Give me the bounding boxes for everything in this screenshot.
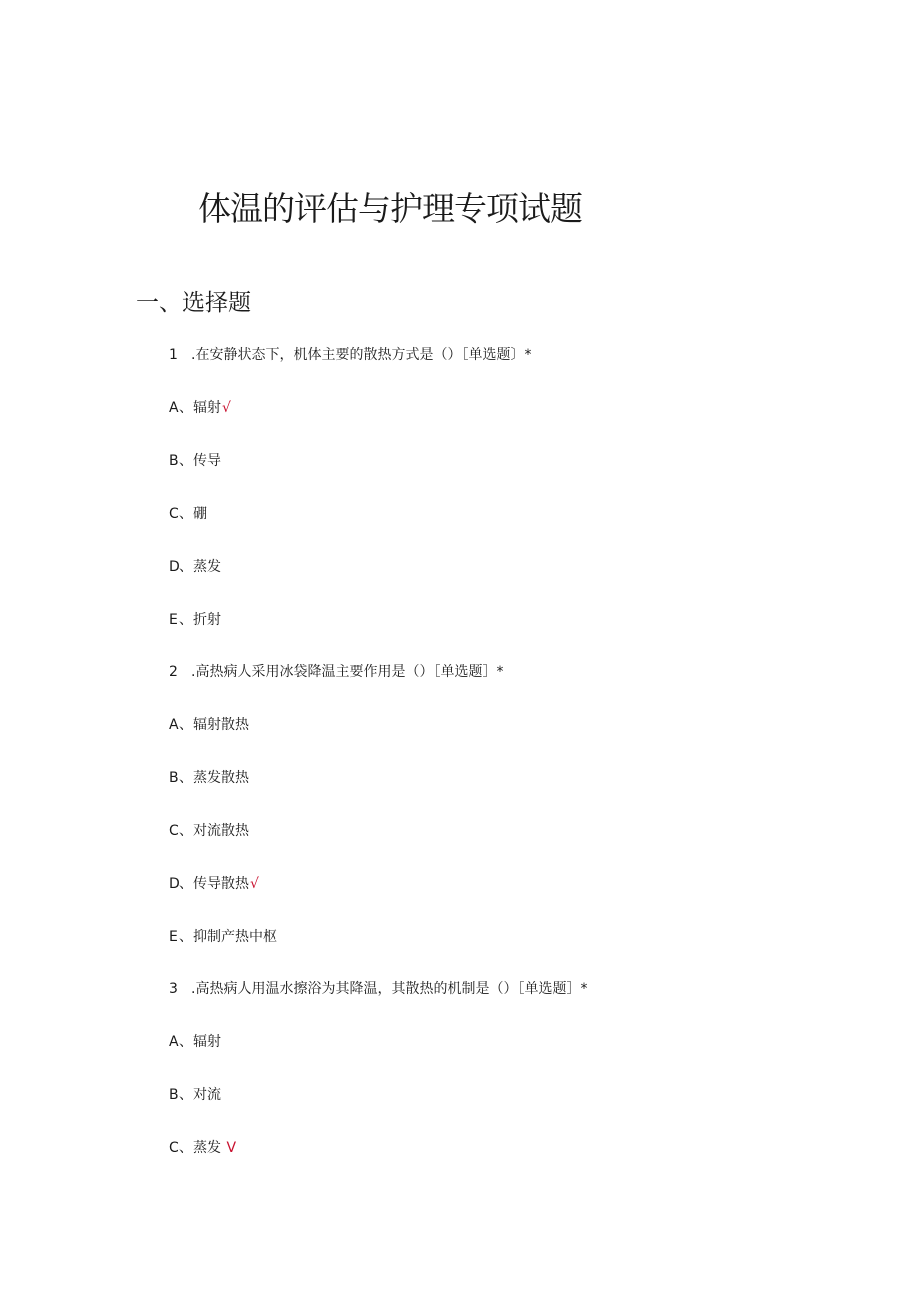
option-2d[interactable] [169,874,259,894]
question-3 [169,979,587,999]
option-separator: 、 [179,1087,193,1103]
option-separator: 、 [179,559,193,575]
option-separator: 、 [179,823,193,839]
option-3b[interactable] [169,1085,222,1105]
option-separator: 、 [179,453,193,469]
option-text: 传导 [193,453,221,469]
question-2 [169,662,503,682]
option-letter: C [169,1140,179,1156]
option-letter: D [169,876,180,892]
question-number: 1 [169,347,178,363]
option-1b[interactable] [169,451,222,471]
option-text: 辐射散热 [193,717,249,733]
option-letter: C [169,506,179,522]
option-text: 硼 [193,506,207,522]
option-2a[interactable] [169,715,250,735]
page-title: 体温的评估与护理专项试题 [198,189,582,229]
option-separator: 、 [179,1034,193,1050]
question-text: .在安静状态下，机体主要的散热方式是（）［单选题〕* [191,347,532,363]
option-1a[interactable] [169,398,231,418]
option-letter: E [169,929,178,945]
option-letter: A [169,717,179,733]
option-letter: B [169,1087,179,1103]
option-1e[interactable] [169,610,222,630]
option-text: 蒸发 [193,1140,221,1156]
option-letter: C [169,823,179,839]
option-text: 辐射 [193,400,221,416]
question-number: 2 [169,664,178,680]
option-1c[interactable] [169,504,208,524]
option-2c[interactable] [169,821,250,841]
option-text: 蒸发 [193,559,221,575]
option-text: 辐射 [193,1034,221,1050]
section-heading: 一、选择题 [136,290,251,317]
question-text: .高热病人用温水擦浴为其降温，其散热的机制是（）［单选题］* [191,981,588,997]
option-separator: 、 [179,612,193,628]
option-letter: D [169,559,180,575]
option-separator: 、 [179,876,193,892]
option-separator: 、 [179,770,193,786]
option-separator: 、 [179,929,193,945]
option-2b[interactable] [169,768,250,788]
correct-answer-mark: √ [250,876,259,892]
option-letter: B [169,770,179,786]
option-letter: E [169,612,178,628]
option-3c[interactable] [169,1138,236,1158]
option-2e[interactable] [169,927,278,947]
option-separator: 、 [179,1140,193,1156]
question-number: 3 [169,981,178,997]
option-separator: 、 [179,400,193,416]
option-3a[interactable] [169,1032,222,1052]
option-text: 抑制产热中枢 [193,929,277,945]
option-separator: 、 [179,717,193,733]
question-text: .高热病人采用冰袋降温主要作用是（）［单选题］* [191,664,504,680]
correct-answer-mark: V [222,1140,237,1156]
option-letter: A [169,1034,179,1050]
option-text: 传导散热 [193,876,249,892]
option-text: 对流散热 [193,823,249,839]
option-separator: 、 [179,506,193,522]
option-letter: A [169,400,179,416]
question-1 [169,345,531,365]
option-text: 蒸发散热 [193,770,249,786]
correct-answer-mark: √ [222,400,231,416]
option-letter: B [169,453,179,469]
option-text: 折射 [193,612,221,628]
option-1d[interactable] [169,557,222,577]
option-text: 对流 [193,1087,221,1103]
